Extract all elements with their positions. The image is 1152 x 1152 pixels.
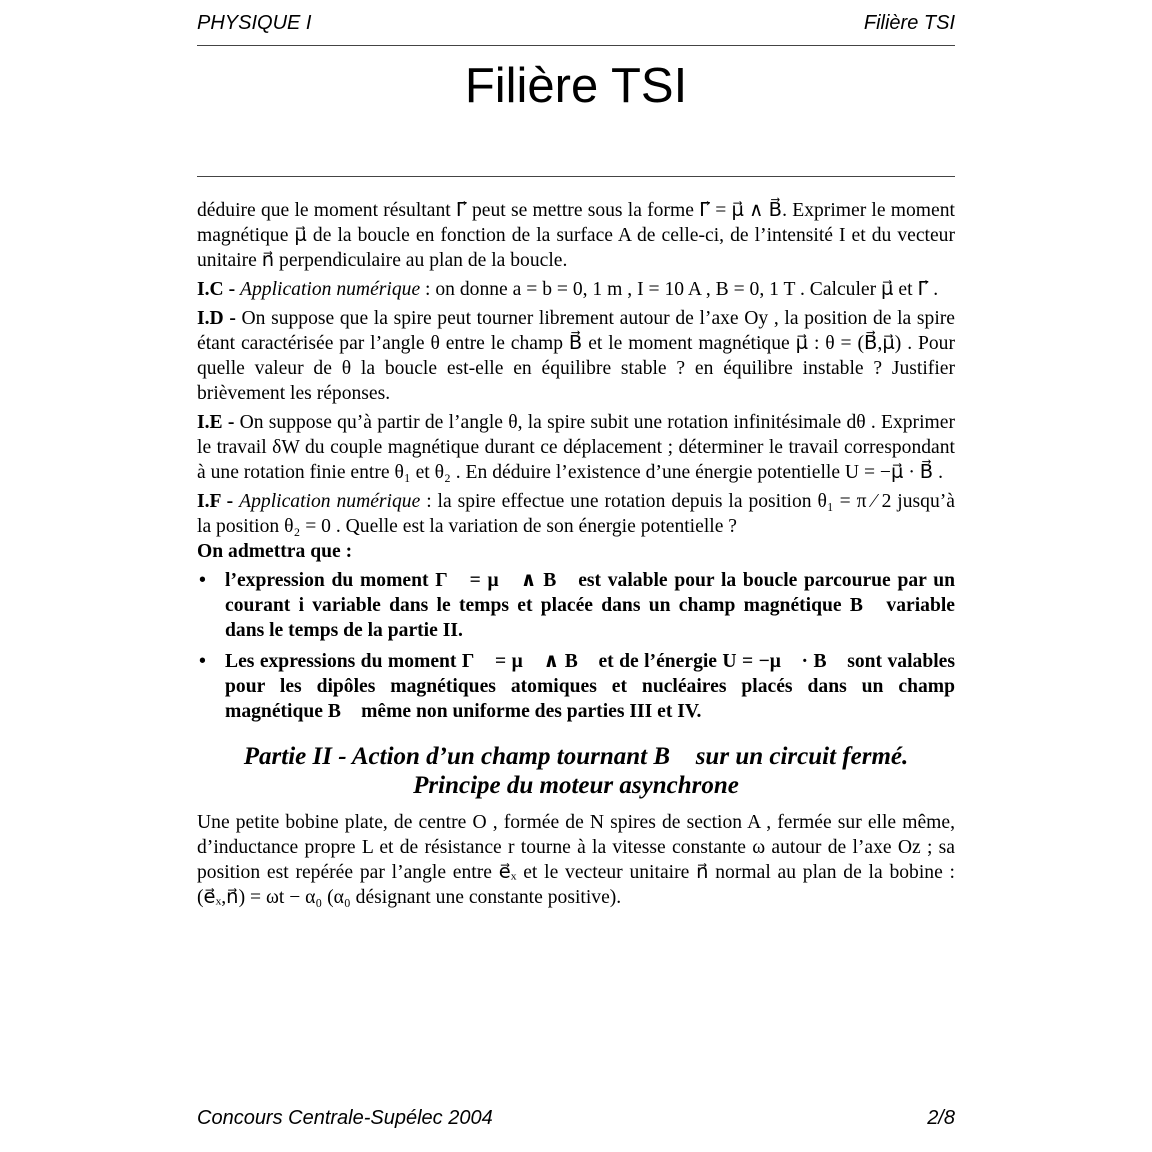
header-divider [197,45,955,46]
admit-heading: On admettra que : [197,541,353,562]
running-header-subject: PHYSIQUE I [197,12,312,34]
question-text: : on donne a = b = 0, 1 m , I = 10 A , B = 0, 1 T . Calculer μ⃗ et Γ⃗ . [420,279,939,300]
running-header-track: Filière TSI [863,12,955,34]
paragraph-intro: déduire que le moment résultant Γ⃗ peut se mettre sous la forme Γ⃗ = μ⃗ ∧ B⃗. Exprimer le moment magnétique μ⃗ de la boucle en fonction de la surface A de celle-ci, de l’intensité I et du vecteur unitaire n⃗ perpendiculaire au plan de la boucle. [197,200,955,271]
question-text: : la spire effectue une rotation depuis la position θ₁ = π ⁄ 2 jusqu’à la position θ₂ = 0 . Quelle est la variation de son énergie potentielle ? [197,491,955,537]
question-label: I.F - [197,491,234,512]
question-ie [197,410,955,485]
list-item: • Les expressions du moment Γ⃗ = μ⃗ ∧ B⃗ et de l’énergie U = −μ⃗ · B⃗ sont valables pour les dipôles magnétiques atomiques et nucléaires placés dans un champ magnétique B⃗ même non uniforme des parties III et IV. [197,649,955,724]
question-label: I.D - [197,308,236,329]
list-item: • l’expression du moment Γ⃗ = μ⃗ ∧ B⃗ est valable pour la boucle parcourue par un courant i variable dans le temps et placée dans un champ magnétique B⃗ variable dans le temps de la partie II. [197,568,955,643]
application-label: Application numérique [239,491,421,512]
section-title: Partie II - Action d’un champ tournant B⃗ sur un circuit fermé. Principe du moteur asynchrone [243,743,909,799]
question-label: I.C - [197,279,236,300]
footer-contest: Concours Centrale-Supélec 2004 [197,1107,493,1129]
question-text: On suppose que la spire peut tourner librement autour de l’axe Oy , la position de la spire étant caractérisée par l’angle θ entre le champ B⃗ et le moment magnétique μ⃗ : θ = (B⃗,μ⃗) . Pour quelle valeur de θ la boucle est-elle en équilibre stable ? en équilibre instable ? Justifier brièvement les réponses. [197,308,955,404]
question-ic [197,277,955,302]
assumption-list [197,568,955,724]
page-title: Filière TSI [464,59,688,113]
question-id [197,306,955,406]
page-number: 2/8 [927,1107,955,1129]
paragraph-bobine: Une petite bobine plate, de centre O , formée de N spires de section A , fermée sur elle même, d’inductance propre L et de résistance r tourne à la vitesse constante ω autour de l’axe Oz ; sa position est repérée par l’angle entre e⃗ₓ et le vecteur unitaire n⃗ normal au plan de la bobine : (e⃗ₓ,n⃗) = ωt − α₀ (α₀ désignant une constante positive). [197,812,955,908]
page-body [197,198,955,910]
title-divider [197,176,955,177]
application-label: Application numérique [240,279,421,300]
question-if [197,489,955,539]
question-text: On suppose qu’à partir de l’angle θ, la spire subit une rotation infinitésimale dθ . Exprimer le travail δW du couple magnétique durant ce déplacement ; déterminer le travail correspondant à une rotation finie entre θ₁ et θ₂ . En déduire l’existence d’une énergie potentielle U = −μ⃗ · B⃗ . [197,412,955,483]
question-label: I.E - [197,412,235,433]
